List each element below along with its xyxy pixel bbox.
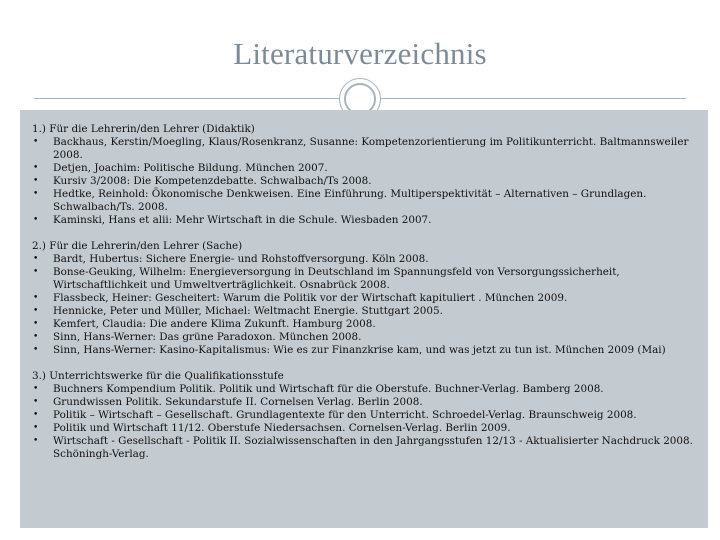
list-item <box>32 383 693 396</box>
reference-text: Buchners Kompendium Politik. Politik und Wirtschaft für die Oberstufe. Buchner-Verlag. Bamberg 2008. <box>53 383 604 395</box>
bullet-icon: • <box>33 254 39 264</box>
section-unterrichtswerke <box>32 370 708 461</box>
reference-list <box>32 383 708 461</box>
section-heading: 2.) Für die Lehrerin/den Lehrer (Sache) <box>32 240 243 252</box>
reference-text: Politik und Wirtschaft 11/12. Oberstufe Niedersachsen. Cornelsen-Verlag. Berlin 2009. <box>53 422 511 434</box>
list-item <box>32 331 693 344</box>
reference-text: Kursiv 3/2008: Die Kompetenzdebatte. Schwalbach/Ts 2008. <box>53 175 372 187</box>
reference-text: Hedtke, Reinhold: Ökonomische Denkweisen. Eine Einführung. Multiperspektivität – Alternativen – Grundlagen. Schwalbach/Ts. 2008. <box>53 188 647 213</box>
reference-text: Wirtschaft - Gesellschaft - Politik II. Sozialwissenschaften in den Jahrgangsstufen 12/13 - Aktualisierter Nachdruck 2008. Schöningh-Verlag. <box>53 435 693 460</box>
list-item <box>32 422 693 435</box>
reference-text: Hennicke, Peter und Müller, Michael: Weltmacht Energie. Stuttgart 2005. <box>53 305 443 317</box>
reference-text: Bardt, Hubertus: Sichere Energie- und Rohstoffversorgung. Köln 2008. <box>53 253 429 265</box>
list-item <box>32 344 693 357</box>
bullet-icon: • <box>33 332 39 342</box>
reference-text: Detjen, Joachim: Politische Bildung. München 2007. <box>53 162 328 174</box>
reference-text: Sinn, Hans-Werner: Das grüne Paradoxon. München 2008. <box>53 331 362 343</box>
list-item <box>32 396 693 409</box>
list-item <box>32 318 693 331</box>
list-item <box>32 136 693 162</box>
section-heading: 1.) Für die Lehrerin/den Lehrer (Didaktik) <box>32 123 255 135</box>
bullet-icon: • <box>33 306 39 316</box>
slide-title: Literaturverzeichnis <box>233 36 487 71</box>
list-item <box>32 435 693 461</box>
list-item <box>32 305 693 318</box>
section-heading: 3.) Unterrichtswerke für die Qualifikationsstufe <box>32 370 284 382</box>
reference-list <box>32 136 708 227</box>
bullet-icon: • <box>33 293 39 303</box>
bullet-icon: • <box>33 423 39 433</box>
bullet-icon: • <box>33 137 39 147</box>
content-panel <box>20 110 708 528</box>
section-didaktik <box>32 123 708 227</box>
reference-text: Sinn, Hans-Werner: Kasino-Kapitalismus: Wie es zur Finanzkrise kam, und was jetzt zu tun ist. München 2009 (Mai) <box>53 344 666 356</box>
list-item <box>32 266 693 292</box>
reference-text: Bonse-Geuking, Wilhelm: Energieversorgung in Deutschland im Spannungsfeld von Versorgungssicherheit, Wirtschaftlichkeit und Umweltverträglichkeit. Osnabrück 2008. <box>53 266 620 291</box>
bullet-icon: • <box>33 345 39 355</box>
bullet-icon: • <box>33 215 39 225</box>
reference-text: Backhaus, Kerstin/Moegling, Klaus/Rosenkranz, Susanne: Kompetenzorientierung im Politikunterricht. Baltmannsweiler 2008. <box>53 136 689 161</box>
list-item <box>32 409 693 422</box>
list-item <box>32 253 693 266</box>
bullet-icon: • <box>33 319 39 329</box>
bullet-icon: • <box>33 410 39 420</box>
list-item <box>32 292 693 305</box>
bullet-icon: • <box>33 436 39 446</box>
bullet-icon: • <box>33 176 39 186</box>
list-item <box>32 214 693 227</box>
reference-text: Grundwissen Politik. Sekundarstufe II. Cornelsen Verlag. Berlin 2008. <box>53 396 423 408</box>
bullet-icon: • <box>33 189 39 199</box>
list-item <box>32 188 693 214</box>
reference-text: Flassbeck, Heiner: Gescheitert: Warum die Politik vor der Wirtschaft kapituliert . München 2009. <box>53 292 568 304</box>
bullet-icon: • <box>33 384 39 394</box>
reference-list <box>32 253 708 357</box>
bullet-icon: • <box>33 163 39 173</box>
reference-text: Kemfert, Claudia: Die andere Klima Zukunft. Hamburg 2008. <box>53 318 376 330</box>
reference-text: Kaminski, Hans et alii: Mehr Wirtschaft in die Schule. Wiesbaden 2007. <box>53 214 432 226</box>
reference-text: Politik – Wirtschaft – Gesellschaft. Grundlagentexte für den Unterricht. Schroedel-Verlag. Braunschweig 2008. <box>53 409 637 421</box>
list-item <box>32 162 693 175</box>
list-item <box>32 175 693 188</box>
section-sache <box>32 240 708 357</box>
bullet-icon: • <box>33 397 39 407</box>
bullet-icon: • <box>33 267 39 277</box>
